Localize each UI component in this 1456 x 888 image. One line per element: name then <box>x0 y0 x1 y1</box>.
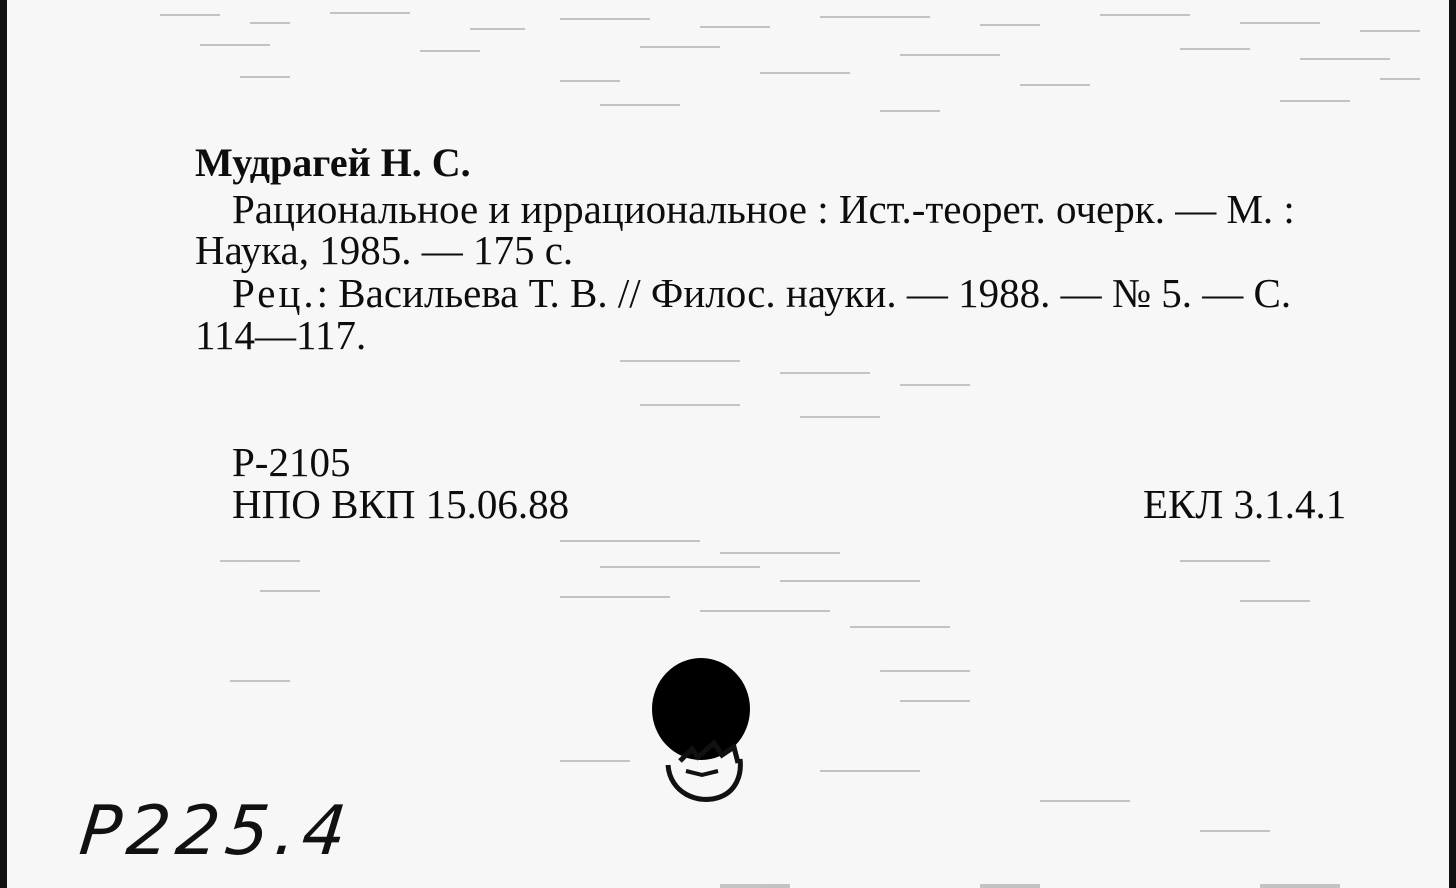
review-prefix: Рец. <box>232 270 317 316</box>
card-right-edge <box>1449 0 1456 888</box>
review-line-1 <box>232 271 1291 315</box>
classification-code: ЕКЛ 3.1.4.1 <box>1143 481 1347 527</box>
review-citation: : Васильева Т. В. // Филос. науки. — 1988. — № 5. — С. <box>316 270 1292 316</box>
title-line-2: Наука, 1985. — 175 с. <box>195 227 574 273</box>
registration-stamp: НПО ВКП 15.06.88 <box>232 481 570 527</box>
hole-tear-mark <box>658 735 750 813</box>
title-line-1: Рациональное и иррациональное : Ист.-теорет. очерк. — М. : <box>232 186 1295 232</box>
card-code: Р-2105 <box>232 439 351 485</box>
card-left-edge <box>0 0 7 888</box>
author-name: Мудрагей Н. С. <box>195 140 471 185</box>
review-line-2: 114—117. <box>195 312 367 358</box>
handwritten-shelfmark: P225.4 <box>75 792 356 871</box>
